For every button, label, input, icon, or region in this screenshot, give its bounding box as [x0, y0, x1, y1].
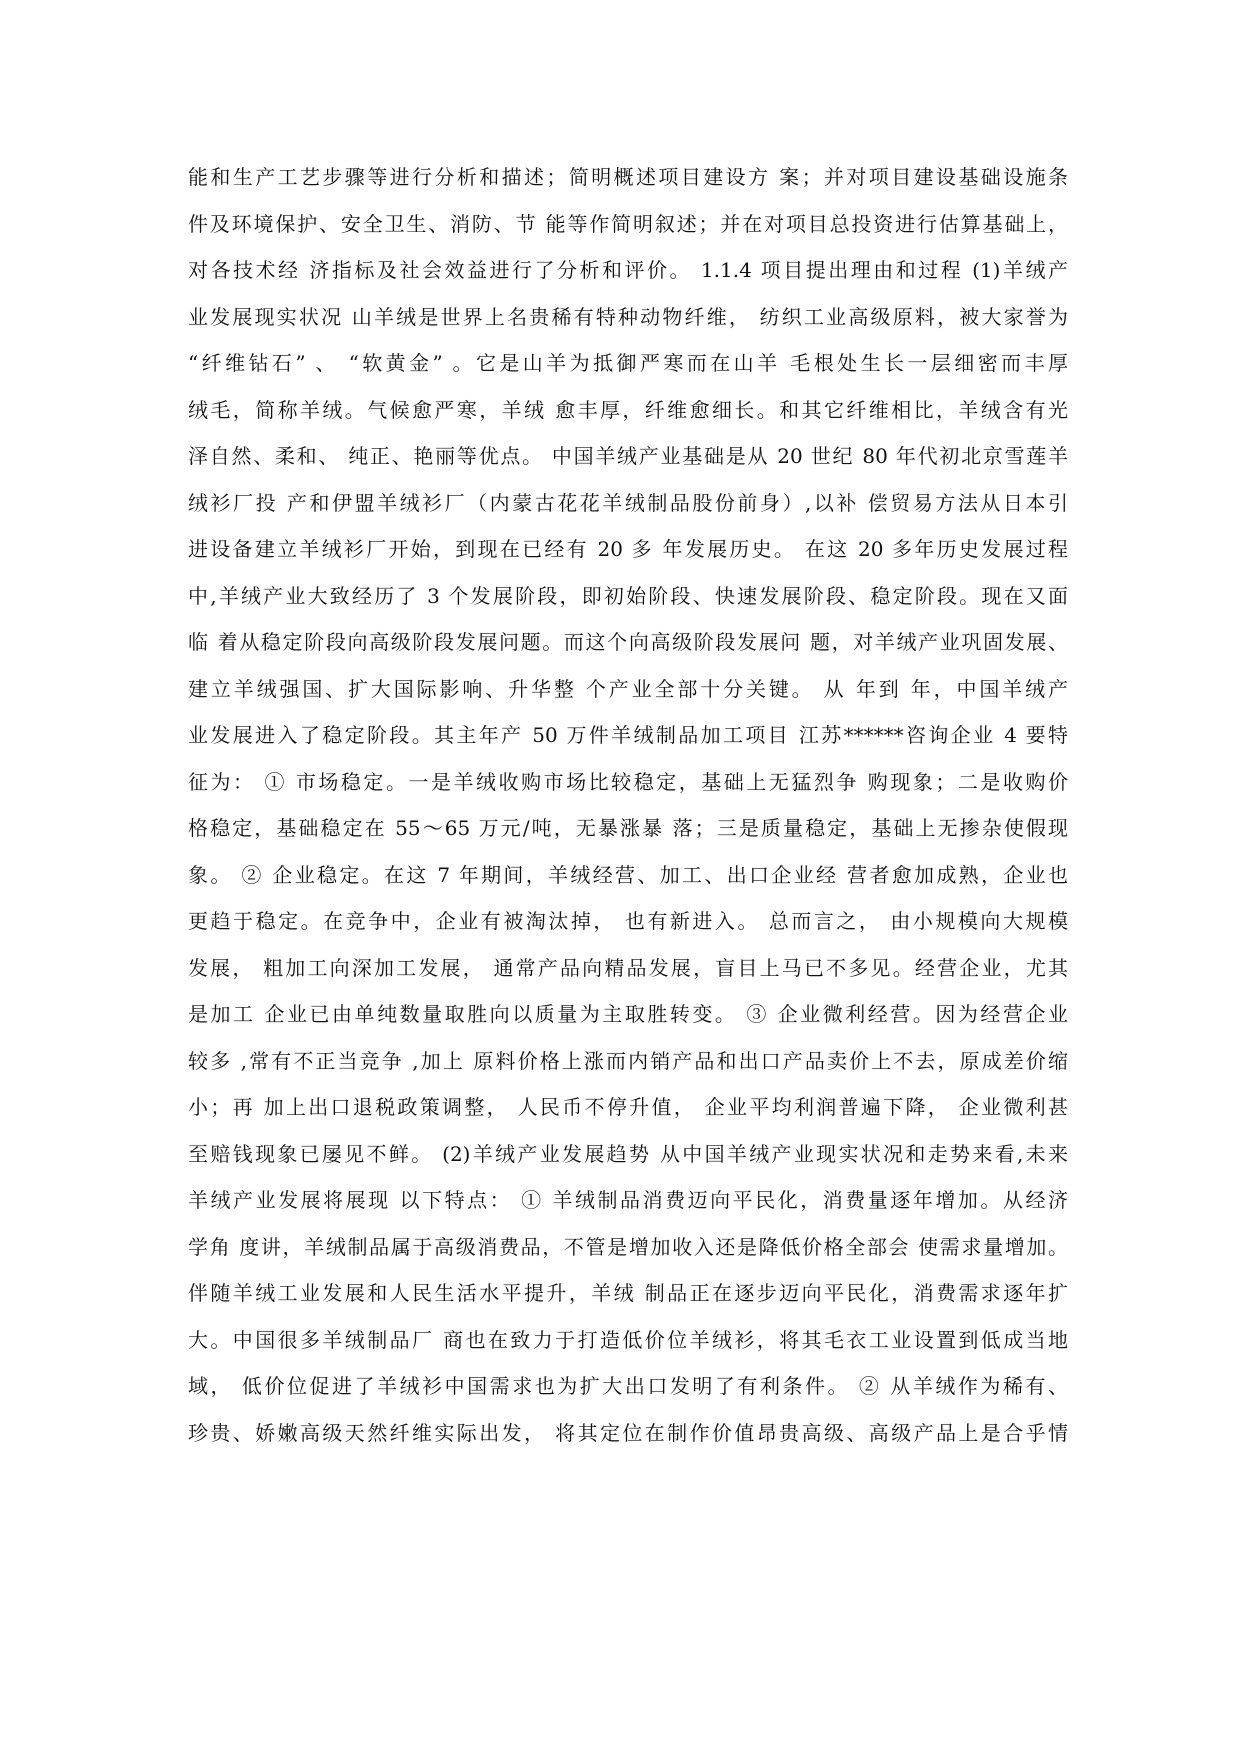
text-line: 伴随羊绒工业发展和人民生活水平提升，羊绒 制品正在逐步迈向平民化，消费需求逐年扩: [188, 1281, 1068, 1305]
text-line: 羊绒产业发展将展现 以下特点： ① 羊绒制品消费迈向平民化，消费量逐年增加。从经济: [188, 1188, 1068, 1212]
text-line: 发展， 粗加工向深加工发展， 通常产品向精品发展，盲目上马已不多见。经营企业，尤其: [188, 955, 1068, 980]
text-line: 象。 ② 企业稳定。在这 7 年期间，羊绒经营、加工、出口企业经 营者愈加成熟，企业也: [188, 862, 1068, 887]
text-line: 业发展现实状况 山羊绒是世界上名贵稀有特种动物纤维， 纺织工业高级原料，被大家誉为: [188, 304, 1068, 329]
text-line: 是加工 企业已由单纯数量取胜向以质量为主取胜转变。 ③ 企业微利经营。因为经营企业: [188, 1002, 1068, 1026]
text-line: 至赔钱现象已屡见不鲜。 (2)羊绒产业发展趋势 从中国羊绒产业现实状况和走势来看,未来: [188, 1141, 1068, 1166]
text-line: 绒毛，简称羊绒。气候愈严寒，羊绒 愈丰厚，纤维愈细长。和其它纤维相比，羊绒含有光: [188, 397, 1068, 422]
text-line: 绒衫厂投 产和伊盟羊绒衫厂（内蒙古花花羊绒制品股份前身）,以补 偿贸易方法从日本引: [188, 490, 1068, 515]
text-line: 临 着从稳定阶段向高级阶段发展问题。而这个向高级阶段发展问 题，对羊绒产业巩固发展、: [188, 630, 1068, 654]
text-line: “纤维钻石” 、 “软黄金” 。它是山羊为抵御严寒而在山羊 毛根处生长一层细密而丰厚: [188, 351, 1068, 375]
text-line: 建立羊绒强国、扩大国际影响、升华整 个产业全部十分关键。 从 年到 年，中国羊绒产: [188, 676, 1068, 701]
text-line: 域， 低价位促进了羊绒衫中国需求也为扩大出口发明了有利条件。 ② 从羊绒作为稀有、: [188, 1374, 1068, 1398]
text-line: 泽自然、柔和、 纯正、艳丽等优点。 中国羊绒产业基础是从 20 世纪 80 年代初北京雪莲羊: [188, 444, 1068, 468]
body-text: [188, 154, 1068, 1456]
text-line: 中,羊绒产业大致经历了 3 个发展阶段，即初始阶段、快速发展阶段、稳定阶段。现在又面: [188, 583, 1068, 608]
text-line: 小；再 加上出口退税政策调整， 人民币不停升值， 企业平均利润普遍下降， 企业微利甚: [188, 1095, 1068, 1119]
text-line: 较多 ,常有不正当竞争 ,加上 原料价格上涨而内销产品和出口产品卖价上不去，原成差价缩: [188, 1048, 1068, 1073]
text-line: 大。中国很多羊绒制品厂 商也在致力于打造低价位羊绒衫，将其毛衣工业设置到低成当地: [188, 1327, 1068, 1352]
text-line: 珍贵、娇嫩高级天然纤维实际出发， 将其定位在制作价值昂贵高级、高级产品上是合乎情: [188, 1420, 1068, 1445]
text-line: 征为： ① 市场稳定。一是羊绒收购市场比较稳定，基础上无猛烈争 购现象；二是收购价: [188, 769, 1068, 794]
text-line: 能和生产工艺步骤等进行分析和描述；简明概述项目建设方 案；并对项目建设基础设施条: [188, 165, 1068, 189]
text-line: 件及环境保护、安全卫生、消防、节 能等作简明叙述；并在对项目总投资进行估算基础上，: [188, 211, 1068, 236]
text-line: 格稳定，基础稳定在 55～65 万元/吨，无暴涨暴 落；三是质量稳定，基础上无掺杂使假现: [188, 816, 1068, 840]
text-line: 更趋于稳定。在竞争中，企业有被淘汰掉， 也有新进入。 总而言之， 由小规模向大规模: [188, 909, 1068, 933]
text-line: 业发展进入了稳定阶段。其主年产 50 万件羊绒制品加工项目 江苏******咨询企业 4 要特: [188, 723, 1068, 747]
text-line: 学角 度讲，羊绒制品属于高级消费品，不管是增加收入还是降低价格全部会 使需求量增加。: [188, 1234, 1068, 1259]
text-line: 进设备建立羊绒衫厂开始，到现在已经有 20 多 年发展历史。 在这 20 多年历史发展过程: [188, 537, 1068, 561]
text-line: 对各技术经 济指标及社会效益进行了分析和评价。 1.1.4 项目提出理由和过程 (1)羊绒产: [188, 258, 1068, 282]
